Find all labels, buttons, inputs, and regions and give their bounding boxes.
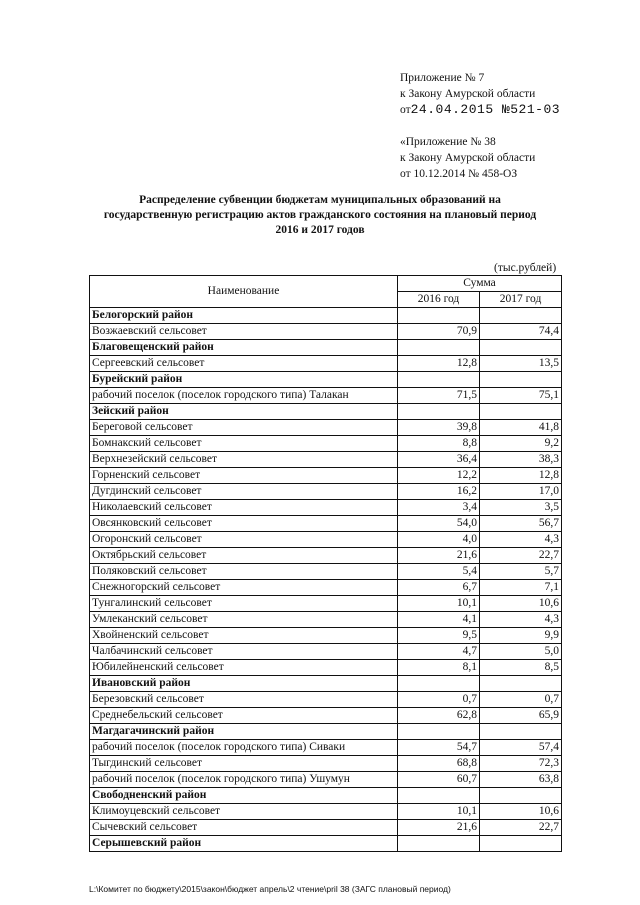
table-row xyxy=(90,804,562,820)
value-2016 xyxy=(398,724,480,740)
row-name: Сергеевский сельсовет xyxy=(90,356,398,372)
value-2016: 68,8 xyxy=(398,756,480,772)
subvention-table xyxy=(89,275,562,852)
value-2017: 56,7 xyxy=(480,516,562,532)
table-row xyxy=(90,548,562,564)
row-name: Тунгалинский сельсовет xyxy=(90,596,398,612)
district-row xyxy=(90,340,562,356)
value-2017 xyxy=(480,404,562,420)
row-name: Береговой сельсовет xyxy=(90,420,398,436)
district-row xyxy=(90,404,562,420)
value-2016 xyxy=(398,788,480,804)
value-2016: 60,7 xyxy=(398,772,480,788)
value-2016: 21,6 xyxy=(398,820,480,836)
value-2017: 22,7 xyxy=(480,820,562,836)
table-row xyxy=(90,516,562,532)
row-name: Благовещенский район xyxy=(90,340,398,356)
value-2016 xyxy=(398,676,480,692)
table-row xyxy=(90,356,562,372)
value-2017: 10,6 xyxy=(480,804,562,820)
row-name: Овсянковский сельсовет xyxy=(90,516,398,532)
value-2017: 4,3 xyxy=(480,612,562,628)
value-2016: 8,8 xyxy=(398,436,480,452)
district-row xyxy=(90,372,562,388)
table-row xyxy=(90,628,562,644)
date-prefix: от xyxy=(400,104,411,116)
value-2017: 63,8 xyxy=(480,772,562,788)
value-2017: 12,8 xyxy=(480,468,562,484)
value-2016: 4,1 xyxy=(398,612,480,628)
value-2017 xyxy=(480,676,562,692)
value-2017: 5,0 xyxy=(480,644,562,660)
date-stamp: 24.04.2015 №521-03 xyxy=(410,102,561,117)
row-name: Чалбачинский сельсовет xyxy=(90,644,398,660)
table-row xyxy=(90,644,562,660)
table-row xyxy=(90,692,562,708)
table-row xyxy=(90,468,562,484)
row-name: Николаевский сельсовет xyxy=(90,500,398,516)
row-name: Среднебельский сельсовет xyxy=(90,708,398,724)
row-name: Возжаевский сельсовет xyxy=(90,324,398,340)
value-2017: 72,3 xyxy=(480,756,562,772)
row-name: Зейский район xyxy=(90,404,398,420)
value-2016: 10,1 xyxy=(398,596,480,612)
district-row xyxy=(90,836,562,852)
value-2016: 12,2 xyxy=(398,468,480,484)
row-name: Бурейский район xyxy=(90,372,398,388)
value-2017: 5,7 xyxy=(480,564,562,580)
row-name: рабочий поселок (поселок городского типа) Ушумун xyxy=(90,772,398,788)
row-name: Дугдинский сельсовет xyxy=(90,484,398,500)
value-2017 xyxy=(480,340,562,356)
table-row xyxy=(90,564,562,580)
value-2016: 9,5 xyxy=(398,628,480,644)
row-name: Березовский сельсовет xyxy=(90,692,398,708)
units-label: (тыс.рублей) xyxy=(494,262,557,274)
document-title xyxy=(60,193,580,238)
table-row xyxy=(90,596,562,612)
value-2016: 4,7 xyxy=(398,644,480,660)
value-2016: 8,1 xyxy=(398,660,480,676)
row-name: Ивановский район xyxy=(90,676,398,692)
table-row xyxy=(90,500,562,516)
original-law-date: от 10.12.2014 № 458-ОЗ xyxy=(400,168,518,180)
value-2016: 54,0 xyxy=(398,516,480,532)
value-2016 xyxy=(398,836,480,852)
row-name: Верхнезейский сельсовет xyxy=(90,452,398,468)
table-row xyxy=(90,388,562,404)
row-name: Юбилейненский сельсовет xyxy=(90,660,398,676)
row-name: Бомнакский сельсовет xyxy=(90,436,398,452)
row-name: рабочий поселок (поселок городского типа) Сиваки xyxy=(90,740,398,756)
row-name: рабочий поселок (поселок городского типа) Талакан xyxy=(90,388,398,404)
column-header-2016: 2016 год xyxy=(398,292,480,308)
district-row xyxy=(90,676,562,692)
district-row xyxy=(90,308,562,324)
value-2017: 10,6 xyxy=(480,596,562,612)
value-2017: 4,3 xyxy=(480,532,562,548)
value-2016: 12,8 xyxy=(398,356,480,372)
row-name: Климоуцевский сельсовет xyxy=(90,804,398,820)
file-path-footer: L:\Комитет по бюджету\2015\закон\бюджет апрель\2 чтение\pril 38 (ЗАГС плановый период) xyxy=(89,884,451,894)
value-2016: 0,7 xyxy=(398,692,480,708)
value-2016 xyxy=(398,372,480,388)
value-2017 xyxy=(480,372,562,388)
table-row xyxy=(90,660,562,676)
value-2016: 6,7 xyxy=(398,580,480,596)
value-2016: 4,0 xyxy=(398,532,480,548)
value-2017: 0,7 xyxy=(480,692,562,708)
appendix-7-label: Приложение № 7 xyxy=(400,72,485,84)
row-name: Белогорский район xyxy=(90,308,398,324)
value-2016: 36,4 xyxy=(398,452,480,468)
row-name: Горненский сельсовет xyxy=(90,468,398,484)
row-name: Снежногорский сельсовет xyxy=(90,580,398,596)
value-2016: 71,5 xyxy=(398,388,480,404)
title-line-2: государственную регистрацию актов гражданского состояния на плановый период xyxy=(103,209,537,221)
value-2016: 5,4 xyxy=(398,564,480,580)
row-name: Умлеканский сельсовет xyxy=(90,612,398,628)
value-2016: 70,9 xyxy=(398,324,480,340)
column-header-2017: 2017 год xyxy=(480,292,562,308)
appendix-38-label: «Приложение № 38 xyxy=(400,136,496,148)
value-2017: 17,0 xyxy=(480,484,562,500)
value-2017: 38,3 xyxy=(480,452,562,468)
table-row xyxy=(90,612,562,628)
row-name: Тыгдинский сельсовет xyxy=(90,756,398,772)
column-header-name: Наименование xyxy=(90,276,398,308)
table-body xyxy=(90,308,562,852)
column-header-sum: Сумма xyxy=(398,276,562,292)
district-row xyxy=(90,724,562,740)
value-2017: 8,5 xyxy=(480,660,562,676)
law-date-line xyxy=(400,102,560,118)
row-name: Свободненский район xyxy=(90,788,398,804)
row-name: Октябрьский сельсовет xyxy=(90,548,398,564)
title-line-3: 2016 и 2017 годов xyxy=(275,224,365,236)
table-row xyxy=(90,708,562,724)
value-2017: 9,9 xyxy=(480,628,562,644)
value-2016: 54,7 xyxy=(398,740,480,756)
value-2016 xyxy=(398,308,480,324)
value-2017: 7,1 xyxy=(480,580,562,596)
title-line-1: Распределение субвенции бюджетам муниципальных образований на xyxy=(139,194,501,206)
table-row xyxy=(90,420,562,436)
value-2017: 65,9 xyxy=(480,708,562,724)
row-name: Серышевский район xyxy=(90,836,398,852)
value-2016: 3,4 xyxy=(398,500,480,516)
value-2017: 57,4 xyxy=(480,740,562,756)
table-row xyxy=(90,484,562,500)
value-2017 xyxy=(480,836,562,852)
value-2016: 21,6 xyxy=(398,548,480,564)
value-2016: 16,2 xyxy=(398,484,480,500)
value-2016: 62,8 xyxy=(398,708,480,724)
row-name: Поляковский сельсовет xyxy=(90,564,398,580)
row-name: Хвойненский сельсовет xyxy=(90,628,398,644)
value-2016 xyxy=(398,404,480,420)
table-row xyxy=(90,452,562,468)
table-row xyxy=(90,756,562,772)
table-row xyxy=(90,820,562,836)
district-row xyxy=(90,788,562,804)
value-2016: 39,8 xyxy=(398,420,480,436)
law-reference-line: к Закону Амурской области xyxy=(400,88,536,100)
value-2017: 13,5 xyxy=(480,356,562,372)
value-2017: 74,4 xyxy=(480,324,562,340)
row-name: Магдагачинский район xyxy=(90,724,398,740)
value-2016 xyxy=(398,340,480,356)
value-2017 xyxy=(480,724,562,740)
table-row xyxy=(90,580,562,596)
table-row xyxy=(90,532,562,548)
row-name: Сычевский сельсовет xyxy=(90,820,398,836)
table-row xyxy=(90,324,562,340)
table-row xyxy=(90,740,562,756)
value-2017: 22,7 xyxy=(480,548,562,564)
value-2016: 10,1 xyxy=(398,804,480,820)
value-2017 xyxy=(480,788,562,804)
table-row xyxy=(90,772,562,788)
value-2017: 9,2 xyxy=(480,436,562,452)
row-name: Огоронский сельсовет xyxy=(90,532,398,548)
value-2017 xyxy=(480,308,562,324)
value-2017: 41,8 xyxy=(480,420,562,436)
table-row xyxy=(90,436,562,452)
value-2017: 75,1 xyxy=(480,388,562,404)
value-2017: 3,5 xyxy=(480,500,562,516)
law-reference-line-2: к Закону Амурской области xyxy=(400,152,536,164)
